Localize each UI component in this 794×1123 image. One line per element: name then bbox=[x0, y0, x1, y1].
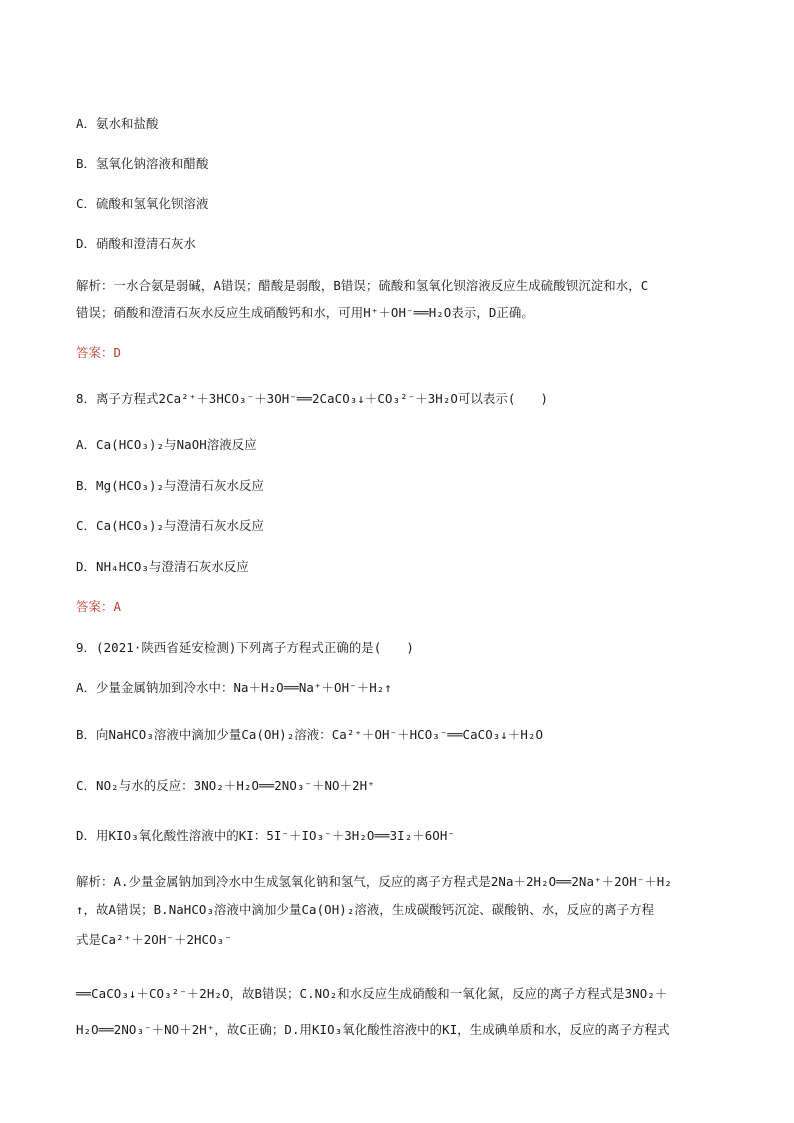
q9-option-b: B．向NaHCO₃溶液中滴加少量Ca(OH)₂溶液：Ca²⁺＋OH⁻＋HCO₃⁻══CaCO₃↓＋H₂O bbox=[76, 727, 544, 742]
q9-option-a: A．少量金属钠加到冷水中：Na＋H₂O══Na⁺＋OH⁻＋H₂↑ bbox=[76, 680, 392, 695]
q8-option-d: D．NH₄HCO₃与澄清石灰水反应 bbox=[76, 559, 249, 574]
q9-explanation-line-3: 式是Ca²⁺＋2OH⁻＋2HCO₃⁻ bbox=[76, 932, 232, 947]
q9-option-d: D．用KIO₃氧化酸性溶液中的KI：5I⁻＋IO₃⁻＋3H₂O══3I₂＋6OH⁻ bbox=[76, 828, 455, 843]
q7-option-a: A．氨水和盐酸 bbox=[76, 116, 159, 131]
q7-option-c: C．硫酸和氢氧化钡溶液 bbox=[76, 196, 209, 211]
q9-explanation-line-4: ══CaCO₃↓＋CO₃²⁻＋2H₂O，故B错误；C.NO₂和水反应生成硝酸和一氧化氮，反应的离子方程式是3NO₂＋ bbox=[76, 986, 668, 1001]
q9-explanation-line-2: ↑，故A错误；B.NaHCO₃溶液中滴加少量Ca(OH)₂溶液，生成碳酸钙沉淀、碳酸钠、水，反应的离子方程 bbox=[76, 902, 655, 917]
q7-option-b: B．氢氧化钠溶液和醋酸 bbox=[76, 156, 209, 171]
q9-explanation-line-1: 解析：A.少量金属钠加到冷水中生成氢氧化钠和氢气，反应的离子方程式是2Na＋2H₂O══2Na⁺＋2OH⁻＋H₂ bbox=[76, 874, 672, 889]
q9-option-c: C．NO₂与水的反应：3NO₂＋H₂O══2NO₃⁻＋NO＋2H⁺ bbox=[76, 778, 375, 793]
q8-option-b: B．Mg(HCO₃)₂与澄清石灰水反应 bbox=[76, 478, 265, 493]
q7-option-d: D．硝酸和澄清石灰水 bbox=[76, 236, 196, 251]
q7-explanation-line-1: 解析：一水合氨是弱碱，A错误；醋酸是弱酸，B错误；硫酸和氢氧化钡溶液反应生成硫酸钡沉淀和水，C bbox=[76, 278, 649, 293]
q9-stem: 9．(2021·陕西省延安检测)下列离子方程式正确的是( ) bbox=[76, 640, 414, 655]
q7-answer: 答案：D bbox=[76, 345, 122, 360]
document-page bbox=[76, 0, 726, 1123]
q8-option-c: C．Ca(HCO₃)₂与澄清石灰水反应 bbox=[76, 518, 265, 533]
q8-option-a: A．Ca(HCO₃)₂与NaOH溶液反应 bbox=[76, 437, 257, 452]
q8-stem: 8．离子方程式2Ca²⁺＋3HCO₃⁻＋3OH⁻══2CaCO₃↓＋CO₃²⁻＋3H₂O可以表示( ) bbox=[76, 391, 549, 406]
q9-explanation-line-5: H₂O══2NO₃⁻＋NO＋2H⁺，故C正确；D.用KIO₃氧化酸性溶液中的KI，生成碘单质和水，反应的离子方程式 bbox=[76, 1022, 670, 1037]
q8-answer: 答案：A bbox=[76, 599, 122, 614]
q7-explanation-line-2: 错误；硝酸和澄清石灰水反应生成硝酸钙和水，可用H⁺＋OH⁻══H₂O表示，D正确。 bbox=[76, 305, 534, 320]
